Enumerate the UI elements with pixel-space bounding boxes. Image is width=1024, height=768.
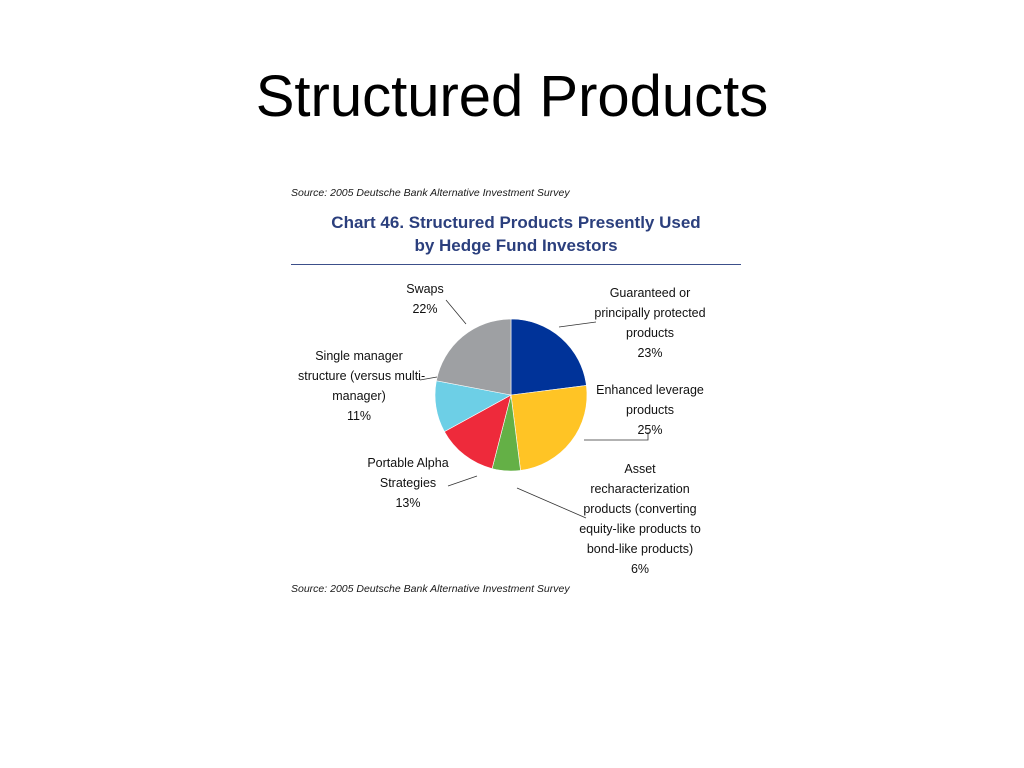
slice-label-line: products: [626, 403, 674, 417]
slice-label-line: Asset: [624, 462, 656, 476]
slice-label-line: Swaps: [406, 282, 444, 296]
slice-label-line: Strategies: [379, 476, 437, 490]
chart-title-line-1: Chart 46. Structured Products Presently Used: [331, 213, 701, 232]
chart-title-line-2: by Hedge Fund Investors: [414, 236, 618, 255]
slice-label-line: Enhanced leverage: [596, 383, 704, 397]
source-note-bottom: Source: 2005 Deutsche Bank Alternative Investment Survey: [291, 583, 570, 595]
slice-percent: 22%: [412, 302, 438, 316]
slice-percent: 23%: [637, 346, 663, 360]
slice-label-single-manager: [298, 346, 426, 426]
slice-label-line: structure (versus multi-: [298, 369, 426, 383]
slice-label-line: principally protected: [594, 306, 706, 320]
slice-percent: 13%: [395, 496, 421, 510]
slice-percent: 11%: [346, 409, 372, 423]
slice-label-line: recharacterization: [590, 482, 690, 496]
slice-label-enhanced-leverage: [590, 380, 710, 440]
slice-label-asset-recharacterization: [574, 459, 706, 579]
slice-percent: 25%: [637, 423, 663, 437]
slice-label-line: Guaranteed or: [609, 286, 691, 300]
source-note-top: Source: 2005 Deutsche Bank Alternative Investment Survey: [291, 187, 570, 199]
slice-label-line: bond-like products): [586, 542, 694, 556]
slice-percent: 6%: [630, 562, 650, 576]
slice-label-line: manager): [332, 389, 386, 403]
slice-guaranteed: [511, 319, 586, 395]
slice-label-swaps: [390, 279, 460, 319]
slice-label-guaranteed: [590, 283, 710, 363]
slice-label-line: products (converting: [583, 502, 697, 516]
slice-label-line: equity-like products to: [579, 522, 701, 536]
slice-label-portable-alpha: [358, 453, 458, 513]
slice-enhanced-leverage: [511, 385, 587, 470]
slide-title: Structured Products: [255, 64, 769, 129]
slice-label-line: Portable Alpha: [367, 456, 449, 470]
slice-label-line: Single manager: [315, 349, 403, 363]
slice-label-line: products: [626, 326, 674, 340]
